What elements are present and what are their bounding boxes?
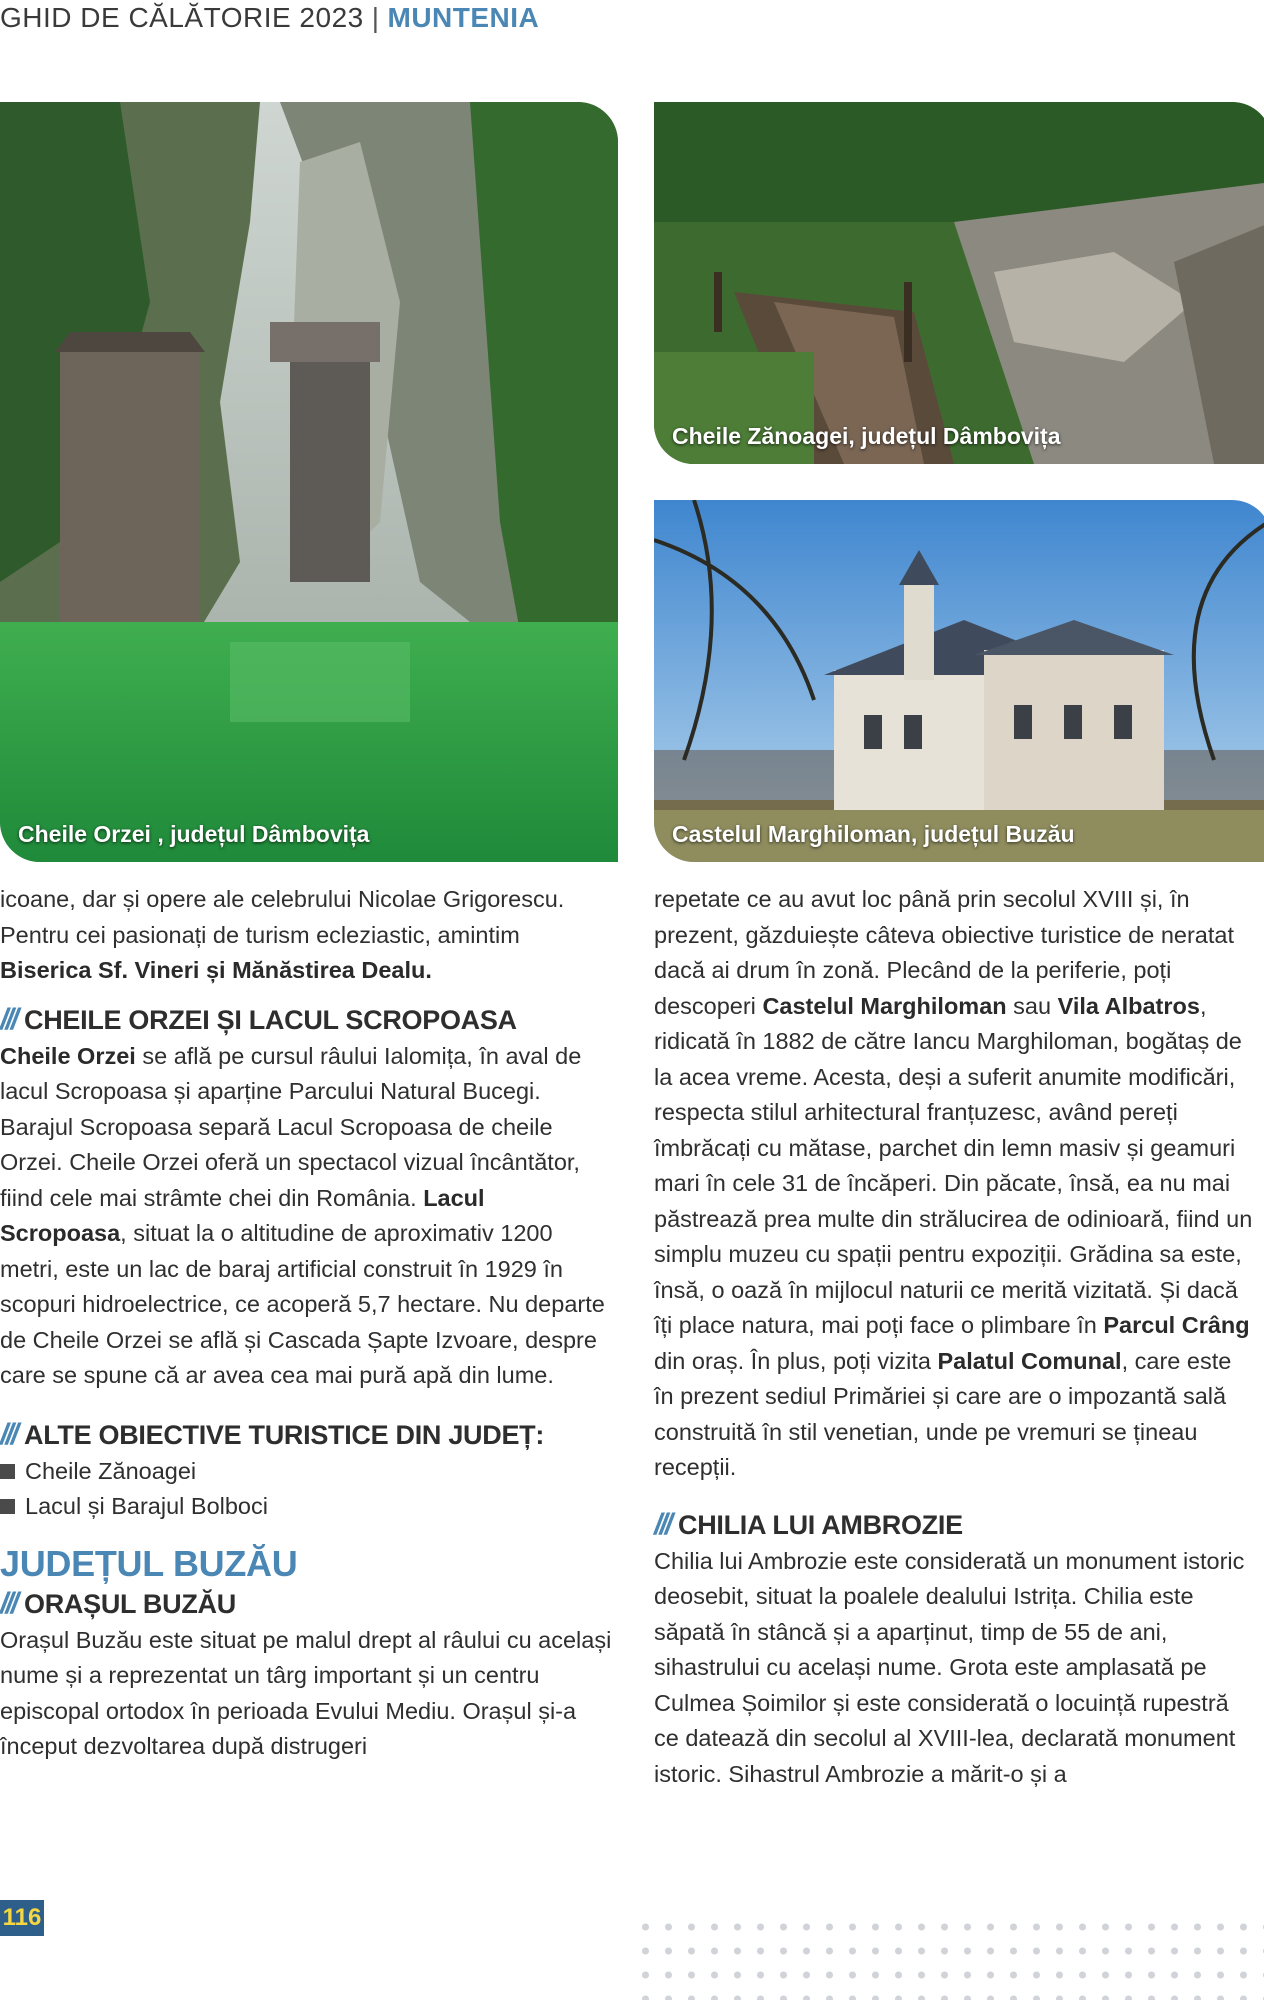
section-heading-orasul-buzau [0,1585,614,1623]
paragraph-text: se află pe cursul râului Ialomița, în aval de lacul Scropoasa și aparține Parcului Natural Bucegi. Barajul Scropoasa separă Lacul Scropoasa de cheile Orzei. Cheile Orzei oferă un spectacol vizual încântător, fiind cele mai strâmte chei din România. [0,1042,582,1211]
slash-icon: /// [0,1586,17,1620]
list-item [0,1454,614,1490]
orasul-buzau-paragraph: Orașul Buzău este situat pe malul drept al râului cu același nume și a reprezentat un târg important și un centru episcopal ortodox în perioada Evului Mediu. Orașul și-a început dezvoltarea după distrugeri [0,1626,612,1759]
paragraph-text: , care este în prezent sediul Primăriei și care are o impozantă sală construită în stil venetian, unde pe vremuri se țineau recepții. [654,1347,1232,1480]
list-item-text: Lacul și Barajul Bolboci [25,1493,268,1519]
guide-title: GHID DE CĂLĂTORIE 2023 [0,2,364,33]
section-heading-alte-obiective [0,1416,614,1454]
slash-icon: /// [654,1507,671,1541]
slash-icon: /// [0,1002,17,1036]
page-number: 116 [0,1900,44,1936]
paragraph-text: , ridicată în 1882 de către Iancu Marghiloman, bogătaș de la acea vreme. Acesta, deși a suferit anumite modificări, respecta stilul arhitectural franțuzesc, având pereți îmbrăcați cu mătase, parchet din lemn masiv și geamuri mari în cele 31 de încăperi. Din păcate, însă, ea nu mai păstrează prea multe din strălucirea de odinioară, fiind un simplu muzeu cu spații pentru expoziții. Grădina sa este, însă, o oază în mijlocul naturii ce merită vizitată. Și dacă îți place natura, mai poți face o plimbare în [654,992,1253,1338]
dot-pattern-decoration [634,1915,1264,2000]
gorge-path-illustration [654,102,1264,464]
photo-caption: Cheile Zănoagei, județul Dâmbovița [672,423,1061,449]
paragraph-text: repetate ce au avut loc până prin secolul XVIII și, în prezent, găzduiește câteva obiective turistice de neratat dacă ai drum în zonă. Plecând de la periferie, poți descoperi [654,886,1235,1019]
heading-text: ORAȘUL BUZĂU [24,1588,236,1619]
chilia-paragraph: Chilia lui Ambrozie este considerată un monument istoric deosebit, situat la poalele dealului Istrița. Chilia este săpată în stâncă și a aparținut, timp de 55 de ani, sihastrului cu același nume. Grota este amplasată pe Culmea Șoimilor și este considerată o locuință rupestră ce datează din secolul al XVIII-lea, declarată monument istoric. Sihastrul Ambrozie a mărit-o și a [654,1547,1245,1787]
canyon-illustration [0,102,618,862]
heading-text: ALTE OBIECTIVE TURISTICE DIN JUDEȚ: [24,1419,545,1450]
intro-paragraph [0,882,614,989]
bold-term: Parcul Crâng [1103,1312,1250,1338]
section-heading-cheile-orzei [0,1001,614,1039]
castle-illustration [654,500,1264,862]
slash-icon: /// [0,1417,17,1451]
intro-text: icoane, dar și opere ale celebrului Nicolae Grigorescu. Pentru cei pasionați de turism ecleziastic, amintim [0,886,565,948]
buzau-continued-paragraph [654,882,1254,1486]
bullet-square-icon [0,1499,15,1514]
list-item [0,1489,614,1525]
photo-caption: Cheile Orzei , județul Dâmbovița [18,821,370,847]
paragraph-text: sau [1006,992,1058,1019]
paragraph-text: din oraș. În plus, poți vizita [654,1347,938,1374]
bullet-square-icon [0,1464,15,1479]
bold-term: Castelul Marghiloman [762,992,1007,1019]
heading-text: CHEILE ORZEI ȘI LACUL SCROPOASA [24,1004,517,1035]
photo-cheile-zanoagei [654,102,1264,464]
photo-castelul-marghiloman [654,500,1264,862]
list-item-text: Cheile Zănoagei [25,1457,197,1484]
cheile-orzei-paragraph [0,1039,614,1394]
county-heading: JUDEȚUL BUZĂU [0,1542,298,1584]
heading-text: CHILIA LUI AMBROZIE [678,1509,963,1540]
paragraph-text: , situat la o altitudine de aproximativ 1200 metri, este un lac de baraj artificial construit în 1929 în scopuri hidroelectrice, ce acoperă 5,7 hectare. Nu departe de Cheile Orzei se află și Cascada Șapte Izvoare, despre care se spune că ar avea cea mai pură apă din lume. [0,1220,605,1388]
header-separator: | [371,2,380,33]
photo-caption: Castelul Marghiloman, județul Buzău [672,821,1075,847]
bold-term: Lacul Scropoasa [0,1184,485,1246]
intro-bold: Biserica Sf. Vineri și Mănăstirea Dealu. [0,957,432,983]
region-name: MUNTENIA [387,2,540,33]
photo-cheile-orzei [0,102,618,862]
bold-term: Palatul Comunal [937,1347,1122,1374]
right-column [654,882,1254,1792]
left-column [0,882,614,1765]
bold-term: Cheile Orzei [0,1042,136,1069]
section-heading-chilia [654,1506,1254,1544]
page-header [0,2,539,36]
bold-term: Vila Albatros [1057,992,1200,1019]
